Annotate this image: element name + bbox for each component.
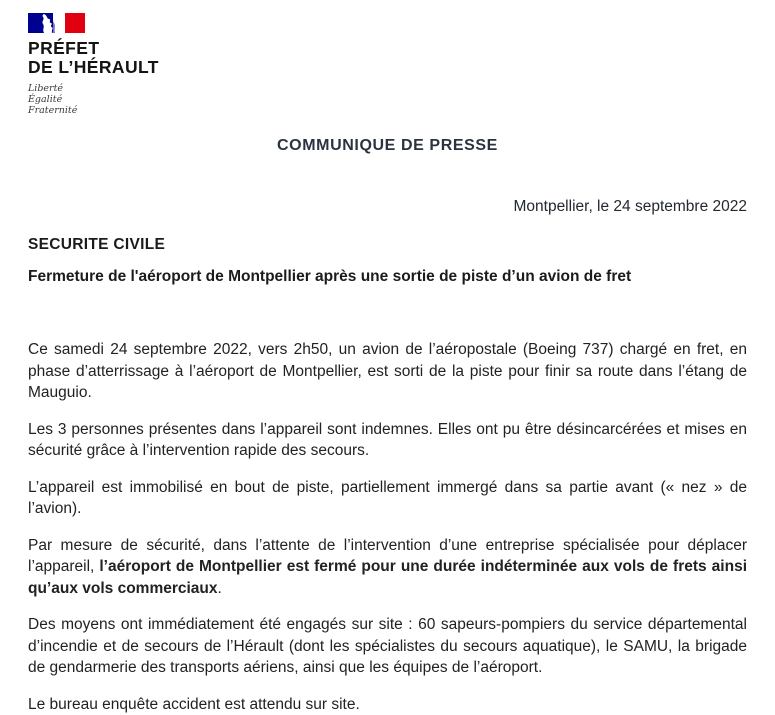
agency-name-line1: PRÉFET bbox=[28, 39, 747, 58]
paragraph-6: Le bureau enquête accident est attendu sur site. bbox=[28, 694, 747, 715]
press-release-title: COMMUNIQUE DE PRESSE bbox=[28, 137, 747, 155]
government-blocmarque bbox=[28, 12, 747, 116]
paragraph-1: Ce samedi 24 septembre 2022, vers 2h50, un avion de l’aéropostale (Boeing 737) chargé en fret, en phase d’atterrissage à l’aéroport de Montpellier, est sorti de la piste pour finir sa route dans l’étang de Mauguio. bbox=[28, 339, 747, 404]
agency-name bbox=[28, 39, 747, 77]
paragraph-4-bold: l’aéroport de Montpellier est fermé pour une durée indéterminée aux vols de frets ainsi qu’aux vols commerciaux bbox=[28, 558, 747, 597]
paragraph-4-post: . bbox=[218, 580, 222, 597]
marianne-flag-icon bbox=[28, 12, 88, 35]
paragraph-3: L’appareil est immobilisé en bout de piste, partiellement immergé dans sa partie avant (« nez » de l’avion). bbox=[28, 477, 747, 520]
headline: Fermeture de l'aéroport de Montpellier après une sortie de piste d’un avion de fret bbox=[28, 268, 747, 286]
paragraph-4 bbox=[28, 535, 747, 600]
paragraph-4-pre: Par mesure de sécurité, dans l’attente de l’intervention d’une entreprise spécialisée pour déplacer l’appareil, bbox=[28, 537, 747, 576]
motto-fraternite: Fraternité bbox=[28, 105, 747, 116]
motto bbox=[28, 83, 747, 116]
motto-egalite: Égalité bbox=[28, 94, 747, 105]
motto-liberte: Liberté bbox=[28, 83, 747, 94]
section-heading: SECURITE CIVILE bbox=[28, 236, 747, 254]
dateline: Montpellier, le 24 septembre 2022 bbox=[28, 198, 747, 216]
paragraph-2: Les 3 personnes présentes dans l’appareil sont indemnes. Elles ont pu être désincarcérées et mises en sécurité grâce à l’intervention rapide des secours. bbox=[28, 419, 747, 462]
agency-name-line2: DE L’HÉRAULT bbox=[28, 58, 747, 77]
body-text bbox=[28, 339, 747, 715]
paragraph-5: Des moyens ont immédiatement été engagés sur site : 60 sapeurs-pompiers du service départemental d’incendie et de secours de l’Hérault (dont les spécialistes du secours aquatique), le SAMU, la brigade de gendarmerie des transports aériens, ainsi que les équipes de l’aéroport. bbox=[28, 614, 747, 679]
